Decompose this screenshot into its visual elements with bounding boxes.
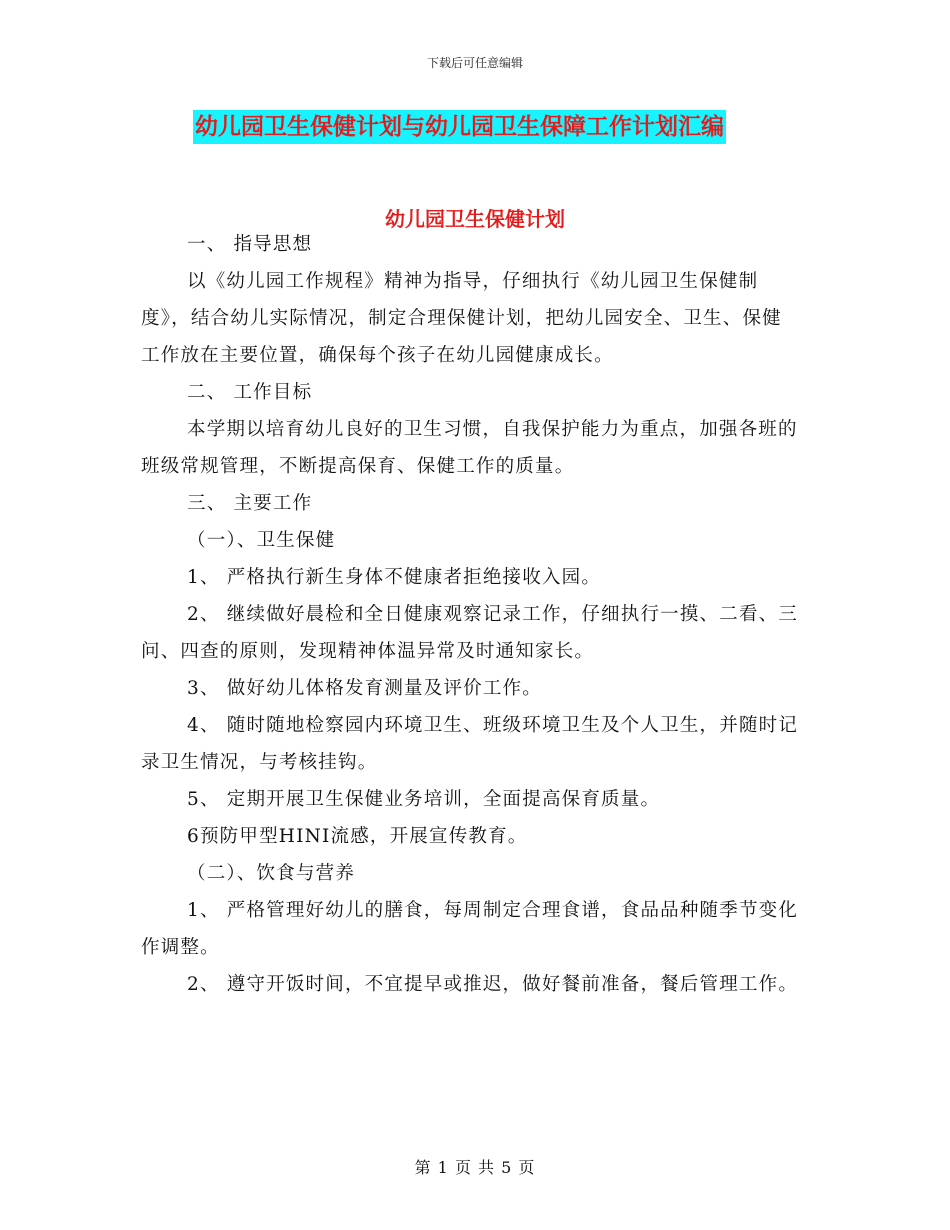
- subsection-heading-1: （一）、卫生保健: [187, 530, 336, 551]
- section-heading-2: 二、 工作目标: [187, 382, 313, 403]
- header-note: 下载后可任意编辑: [426, 56, 523, 70]
- list-item: 3、 做好幼儿体格发育测量及评价工作。: [187, 678, 542, 699]
- main-title: 幼儿园卫生保健计划与幼儿园卫生保障工作计划汇编: [193, 110, 726, 144]
- list-item: 1、 严格管理好幼儿的膳食，每周制定合理食谱，食品品种随季节变化作调整。: [141, 900, 799, 958]
- list-item: 2、 继续做好晨检和全日健康观察记录工作，仔细执行一摸、二看、三问、四查的原则，发现精神体温异常及时通知家长。: [141, 604, 799, 662]
- paragraph: 以《幼儿园工作规程》精神为指导，仔细执行《幼儿园卫生保健制度》，结合幼儿实际情况，制定合理保健计划，把幼儿园安全、卫生、保健工作放在主要位置，确保每个孩子在幼儿园健康成长。: [141, 271, 782, 366]
- list-item: 6预防甲型HINI流感，开展宣传教育。: [187, 826, 528, 847]
- list-item: 5、 定期开展卫生保健业务培训，全面提高保育质量。: [187, 789, 661, 810]
- section-heading-3: 三、 主要工作: [187, 493, 313, 514]
- body-text: [141, 226, 801, 1003]
- paragraph: 本学期以培育幼儿良好的卫生习惯，自我保护能力为重点，加强各班的班级常规管理，不断提高保育、保健工作的质量。: [141, 419, 798, 477]
- list-item: 1、 严格执行新生身体不健康者拒绝接收入园。: [187, 567, 602, 588]
- section-heading-1: 一、 指导思想: [187, 234, 313, 255]
- list-item: 4、 随时随地检察园内环境卫生、班级环境卫生及个人卫生，并随时记录卫生情况，与考核挂钩。: [141, 715, 799, 773]
- page-footer: 第 1 页 共 5 页: [414, 1158, 536, 1177]
- subsection-heading-2: （二）、饮食与营养: [187, 863, 356, 884]
- list-item: 2、 遵守开饭时间，不宜提早或推迟，做好餐前准备，餐后管理工作。: [187, 974, 799, 995]
- sub-title: 幼儿园卫生保健计划: [385, 207, 565, 231]
